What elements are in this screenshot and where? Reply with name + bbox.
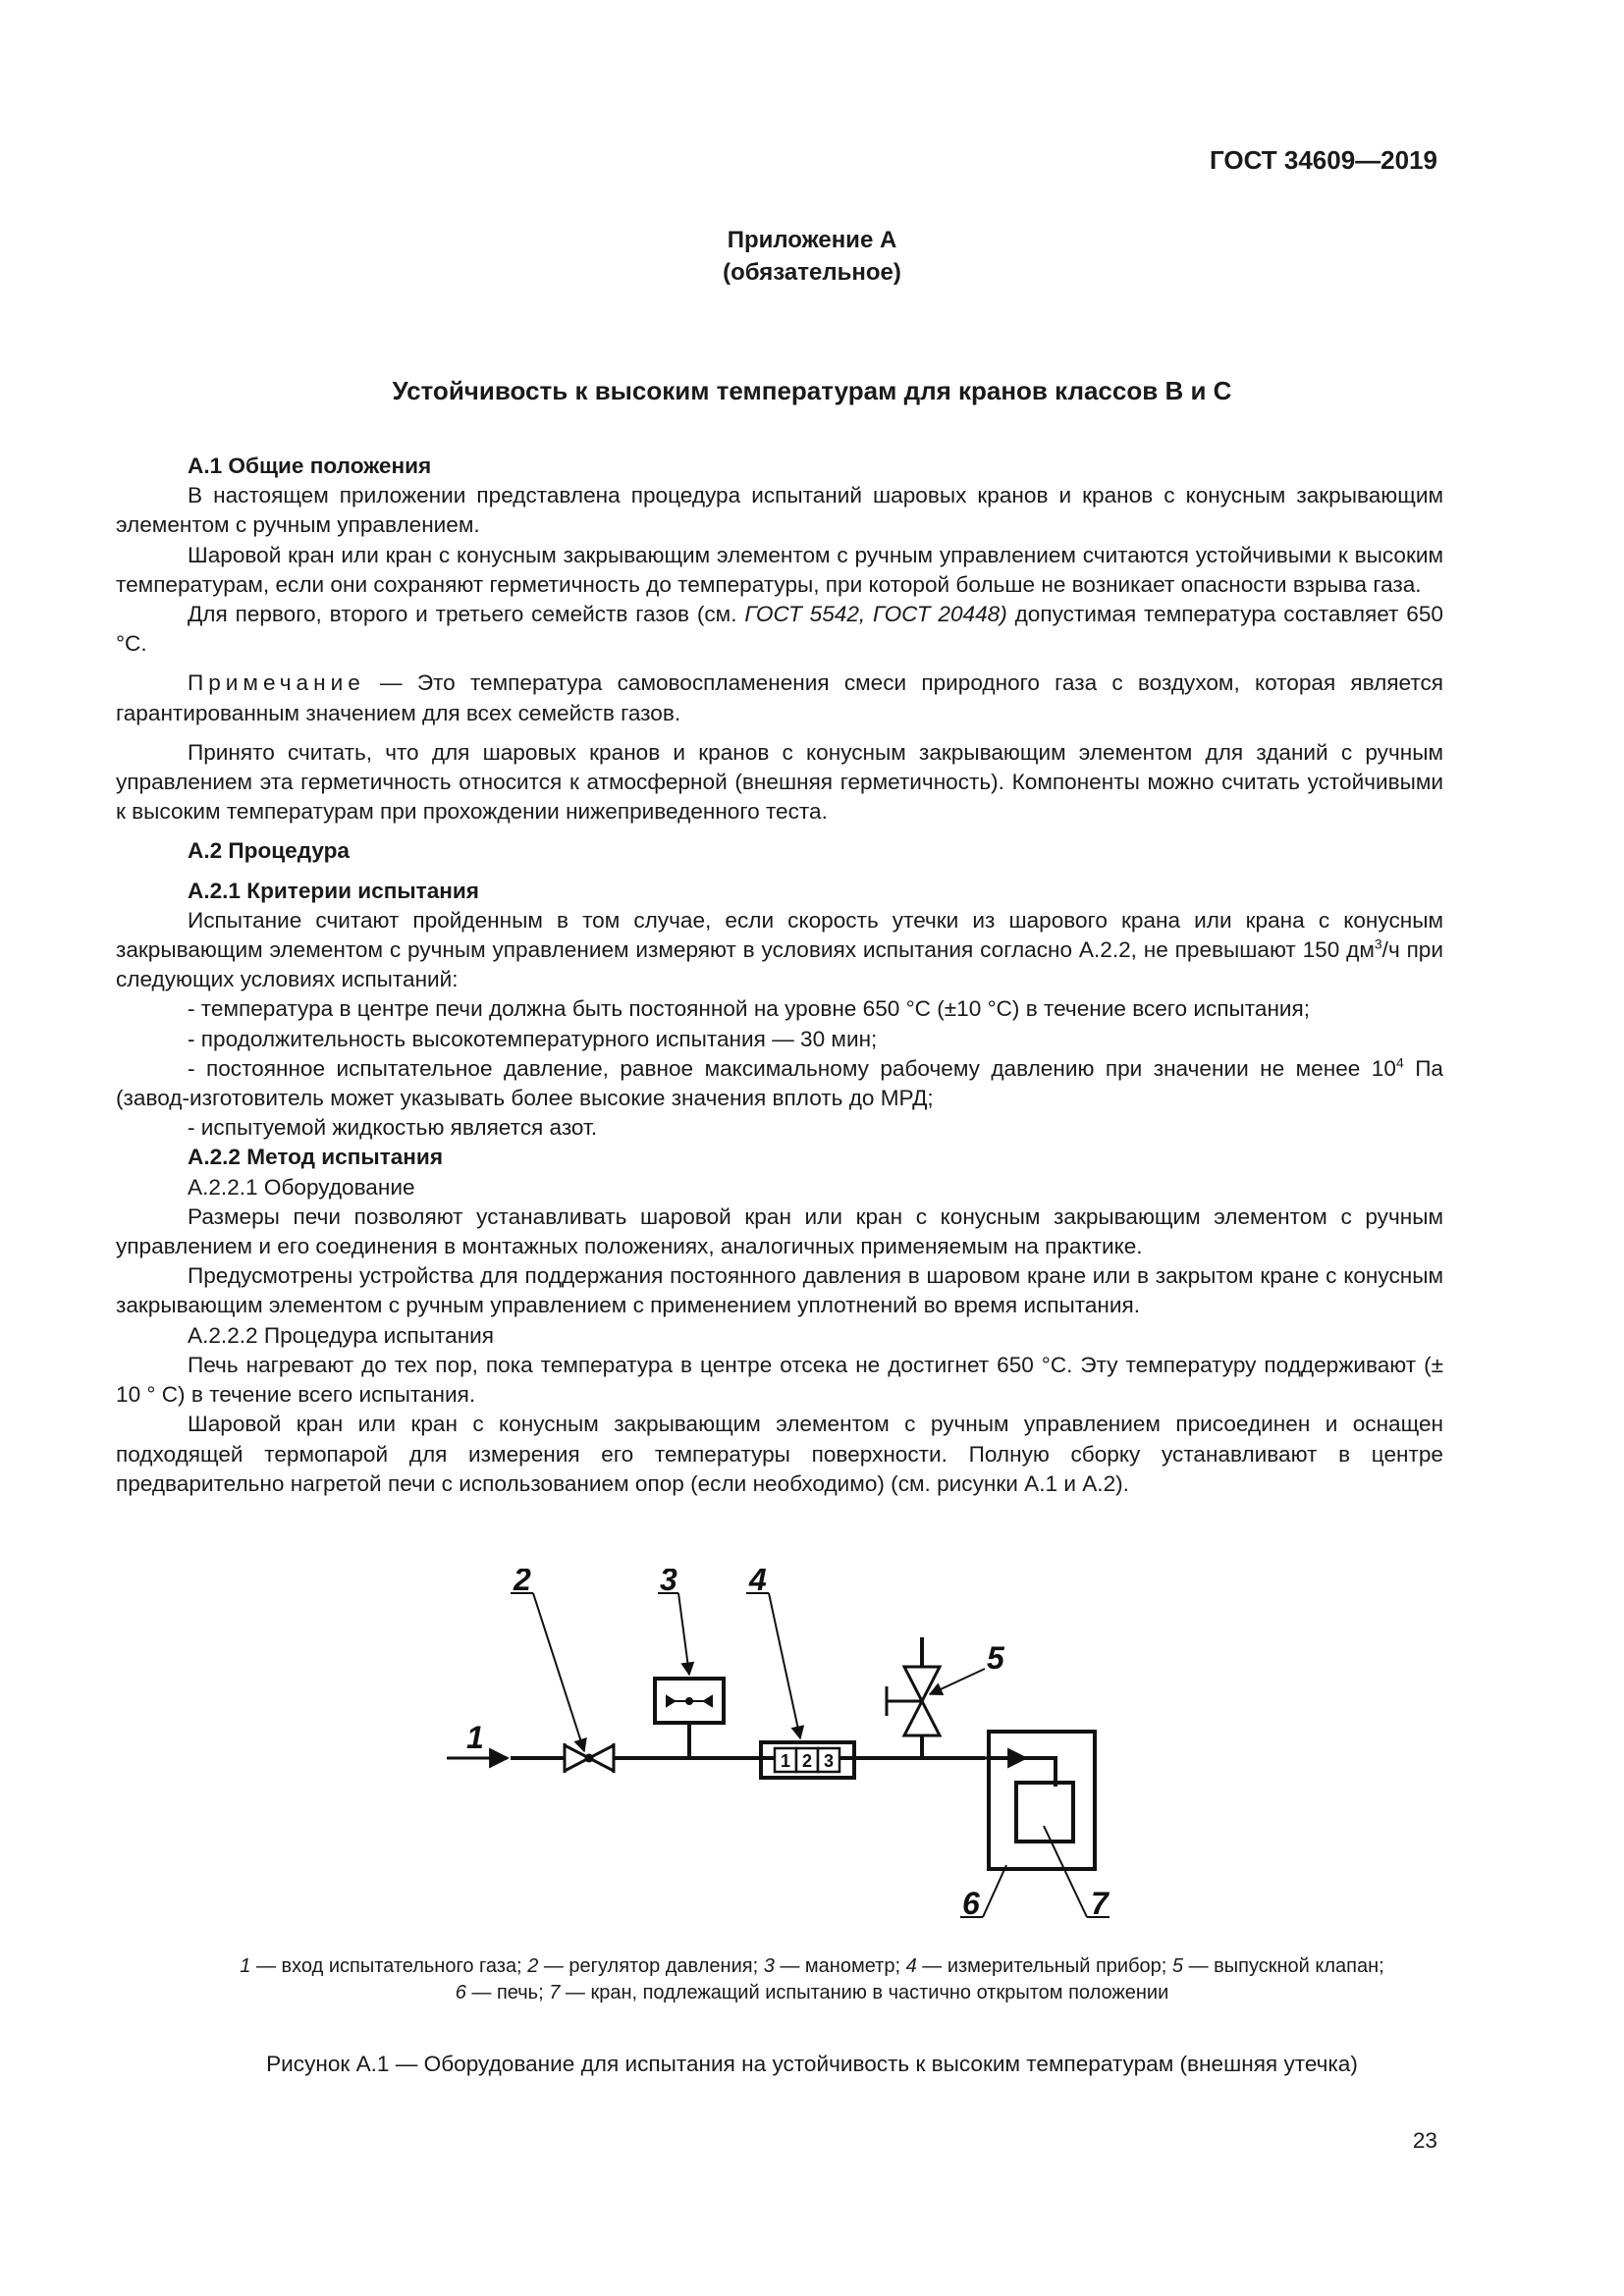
standard-reference: ГОСТ 5542, ГОСТ 20448) [744, 602, 1007, 627]
relief-top-triangle [904, 1667, 940, 1701]
note-paragraph [116, 668, 1443, 727]
paragraph [116, 600, 1443, 659]
leader-2 [533, 1593, 584, 1751]
leader-3 [678, 1593, 689, 1675]
leader-7 [1044, 1826, 1087, 1917]
callout-6: 6 [962, 1886, 980, 1921]
paragraph-text: допустимая температура составляет 650 °С. [116, 602, 1443, 657]
paragraph: Шаровой кран или кран с конусным закрывающим элементом с ручным управлением присоединен и оснащен подходящей термопарой для измерения его температуры поверхности. Полную сборку устанавливают в центре предварительно нагретой печи с использованием опор (если необходимо) (см. рисунки А.1 и А.2). [116, 1412, 1443, 1496]
subsection-heading-a221: А.2.2.1 Оборудование [188, 1174, 415, 1200]
legend-num: 1 [240, 1955, 251, 1977]
legend-num: 5 [1171, 1955, 1184, 1977]
superscript: 3 [1374, 935, 1382, 952]
note-label: Примечание [188, 670, 365, 696]
paragraph: Размеры печи позволяют устанавливать шаровой кран или кран с конусным закрывающим элементом с ручным управлением и его соединения в монтажных положениях, аналогичных применяемым на практике. [116, 1203, 1443, 1259]
annex-title: Приложение А [727, 227, 897, 253]
callout-2: 2 [514, 1569, 531, 1597]
paragraph: Печь нагревают до тех пор, пока температура в центре отсека не достигнет 650 °С. Эту температуру поддерживают (± 10 ° С) в течение всего испытания. [116, 1352, 1443, 1408]
paragraph: Предусмотрены устройства для поддержания постоянного давления в шаровом кране или в закрытом кране с конусным закрывающим элементом с ручным управлением с применением уплотнений во время испытания. [116, 1263, 1443, 1318]
manometer-right-tick [704, 1696, 712, 1706]
callout-7: 7 [1091, 1886, 1109, 1921]
manometer-pivot [686, 1698, 692, 1704]
callout-4: 4 [749, 1569, 767, 1597]
figure-legend [0, 1953, 1624, 2006]
legend-line-2 [0, 1980, 1624, 2006]
list-item: - температура в центре печи должна быть постоянной на уровне 650 °С (±10 °С) в течение всего испытания; [188, 996, 1311, 1022]
legend-line-1 [0, 1953, 1624, 1980]
callout-3: 3 [660, 1569, 677, 1597]
relief-bottom-triangle [904, 1701, 940, 1735]
list-item: - испытуемой жидкостью является азот. [188, 1115, 598, 1141]
legend-text: — вход испытательного газа; [250, 1955, 528, 1977]
legend-num: 7 [549, 1982, 561, 2003]
section-heading-a1: А.1 Общие положения [188, 454, 432, 478]
subsection-heading-a22: А.2.2 Метод испытания [188, 1145, 444, 1170]
figure-caption: Рисунок А.1 — Оборудование для испытания на устойчивость к высоким температурам (внешняя утечка) [266, 2052, 1358, 2076]
note-text: — Это температура самовоспламенения смеси природного газа с воздухом, которая является гарантированным значением для всех семейств газов. [116, 670, 1443, 725]
page-title: Устойчивость к высоким температурам для кранов классов В и С [392, 376, 1232, 405]
list-item [116, 1054, 1443, 1113]
meter-digit-2: 2 [801, 1751, 813, 1771]
pressure-regulator [565, 1743, 614, 1773]
manometer-left-tick [667, 1696, 675, 1706]
paragraph [116, 906, 1443, 995]
leader-4 [769, 1593, 800, 1738]
section-heading-a2: А.2 Процедура [188, 838, 350, 864]
meter-digit-1: 1 [780, 1751, 791, 1771]
legend-text: — измерительный прибор; [916, 1955, 1172, 1977]
page-number: 23 [1412, 2128, 1437, 2153]
legend-num: 2 [527, 1955, 539, 1977]
annex-heading [0, 224, 1624, 289]
paragraph: В настоящем приложении представлена процедура испытаний шаровых кранов и кранов с конусным закрывающим элементом с ручным управлением. [116, 483, 1443, 538]
manometer-dial [667, 1696, 712, 1706]
callout-1: 1 [466, 1720, 484, 1755]
legend-text: — выпускной клапан; [1183, 1955, 1384, 1977]
legend-num: 4 [905, 1955, 917, 1977]
paragraph-text: Испытание считают пройденным в том случае, если скорость утечки из шарового крана или крана с конусным закрывающим элементом с ручным управлением измеряют в условиях испытания согласно А.2.2, не превышают 150 дм [116, 907, 1443, 963]
list-item-text: Па (завод-изготовитель может указывать более высокие значения вплоть до МРД; [116, 1055, 1443, 1111]
standard-header: ГОСТ 34609—2019 [1210, 145, 1437, 175]
meter-digits [781, 1751, 834, 1771]
legend-num: 3 [763, 1955, 775, 1977]
paragraph: Принято считать, что для шаровых кранов и кранов с конусным закрывающим элементом для зданий с ручным управлением эта герметичность относится к атмосферной (внешняя герметичность). Компоненты можно считать устойчивыми к высоким температурам при прохождении нижеприведенного теста. [116, 739, 1443, 825]
legend-num: 6 [455, 1982, 466, 2003]
callout-5: 5 [987, 1640, 1004, 1676]
furnace-box [989, 1732, 1095, 1869]
paragraph: Шаровой кран или кран с конусным закрывающим элементом с ручным управлением считаются устойчивыми к высоким температурам, если они сохраняют герметичность до температуры, при которой больше не возникает опасности взрыва газа. [116, 542, 1443, 597]
legend-text: — печь; [465, 1982, 550, 2003]
tested-valve [1016, 1783, 1073, 1842]
list-item-text: - постоянное испытательное давление, равное максимальному рабочему давлению при значении не менее 10 [188, 1055, 1396, 1081]
superscript: 4 [1395, 1054, 1404, 1071]
list-item: - продолжительность высокотемпературного испытания — 30 мин; [188, 1026, 878, 1051]
test-equipment-diagram [427, 1569, 1134, 1932]
legend-text: — регулятор давления; [538, 1955, 764, 1977]
annex-status: (обязательное) [723, 259, 901, 286]
meter-digit-3: 3 [823, 1751, 835, 1771]
legend-text: — манометр; [774, 1955, 906, 1977]
paragraph-text: /ч при следующих условиях испытаний: [116, 937, 1443, 992]
document-body [116, 452, 1443, 1499]
subsection-heading-a222: А.2.2.2 Процедура испытания [188, 1322, 495, 1348]
paragraph-text: Для первого, второго и третьего семейств газов (см. [188, 602, 745, 627]
subsection-heading-a21: А.2.1 Критерии испытания [188, 878, 479, 903]
legend-text: — кран, подлежащий испытанию в частично открытом положении [560, 1982, 1169, 2003]
relief-valve [887, 1667, 940, 1735]
leader-6 [983, 1865, 1006, 1917]
regulator-center-dot [586, 1755, 592, 1761]
